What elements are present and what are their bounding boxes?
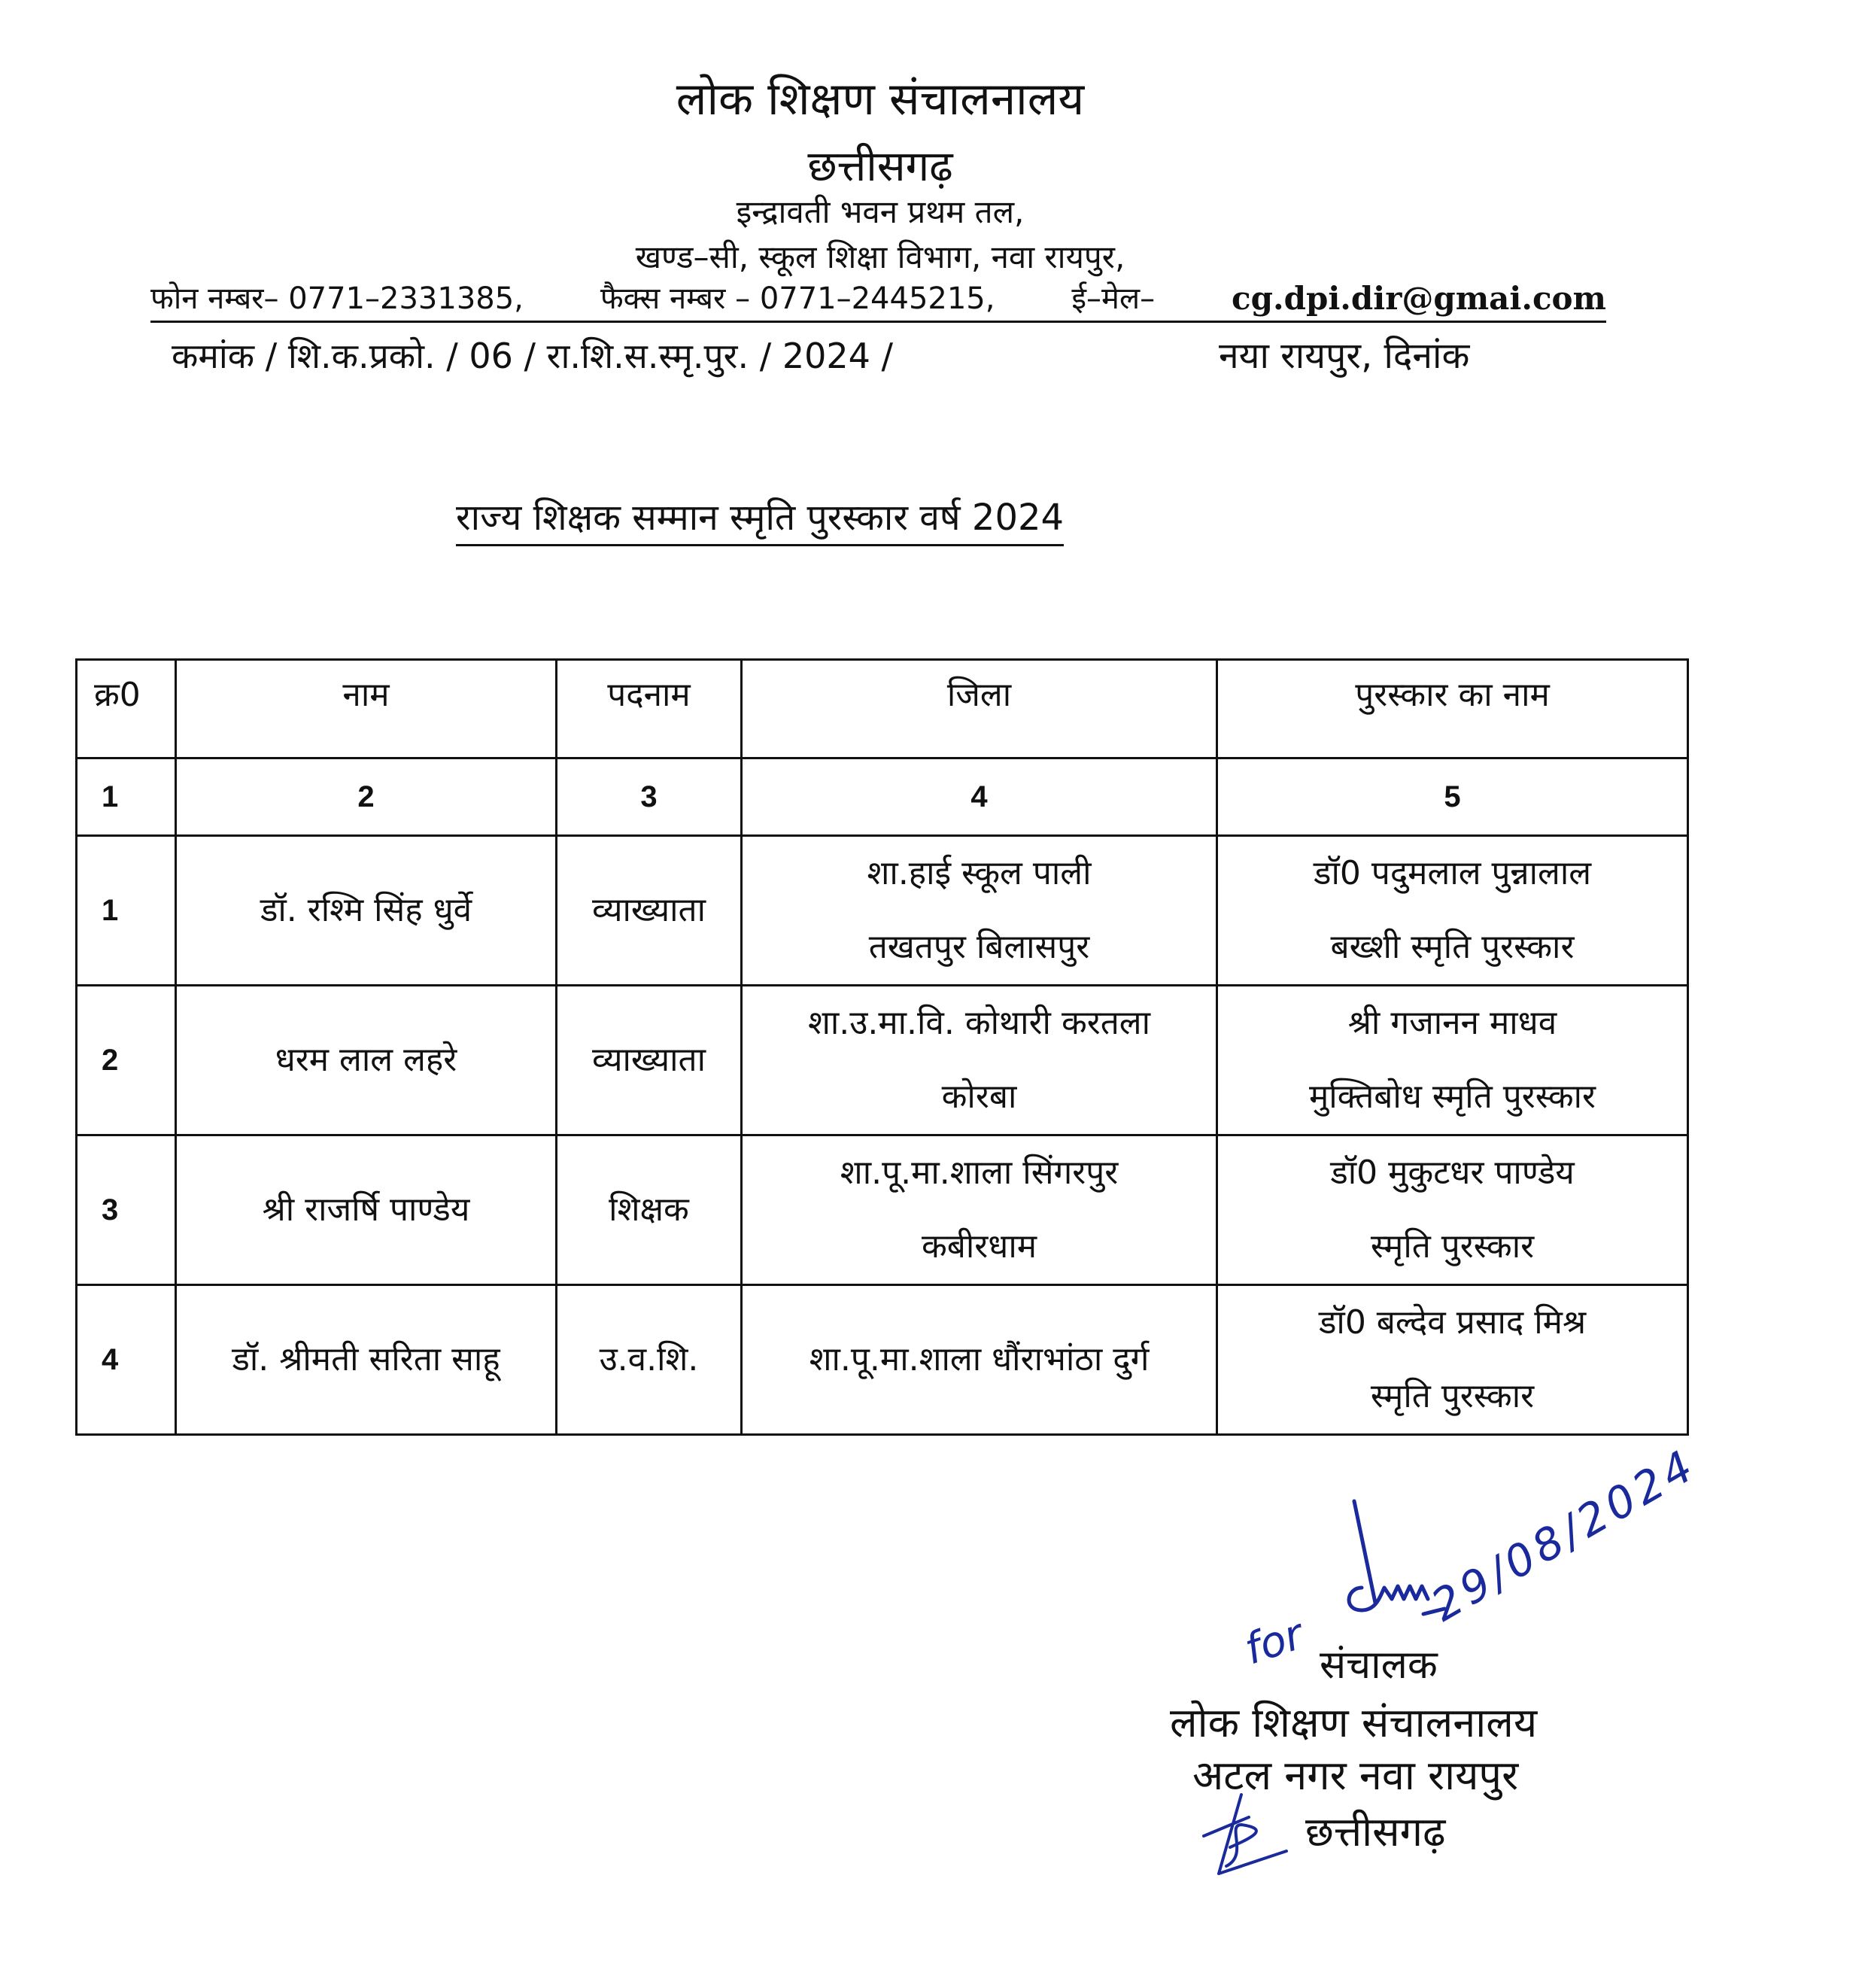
column-number: 4 — [742, 758, 1217, 836]
award-line: श्री गजानन माधव — [1347, 1004, 1557, 1042]
signatory-designation: संचालक — [1320, 1643, 1438, 1688]
address-line-1: इन्द्रावती भवन प्रथम तल, — [736, 193, 1025, 230]
award-line: डॉ0 पदुमलाल पुन्नालाल — [1313, 854, 1592, 892]
district — [742, 986, 1217, 1135]
district-line: कबीरधाम — [921, 1227, 1037, 1266]
fax-number: फैक्स नम्बर – 0771–2445215, — [600, 281, 995, 316]
district — [742, 1135, 1217, 1285]
place-date: नया रायपुर, दिनांक — [1219, 335, 1470, 377]
serial-number: 3 — [77, 1135, 176, 1285]
table-row — [77, 986, 1688, 1135]
office-name: लोक शिक्षण संचालनालय — [676, 73, 1085, 126]
award-name — [1217, 836, 1688, 986]
column-number: 1 — [77, 758, 176, 836]
designation: शिक्षक — [557, 1135, 742, 1285]
award-line: बख्शी स्मृति पुरस्कार — [1330, 928, 1575, 966]
awardee-name: धरम लाल लहरे — [176, 986, 557, 1135]
award-line: डॉ0 मुकुटधर पाण्डेय — [1330, 1154, 1575, 1192]
state-name: छत्तीसगढ़ — [807, 142, 953, 191]
awardee-name: डॉ. श्रीमती सरिता साहू — [176, 1285, 557, 1435]
district — [742, 1285, 1217, 1435]
designation: उ.व.शि. — [557, 1285, 742, 1435]
reference-number: कमांक / शि.क.प्रको. / 06 / रा.शि.स.स्मृ.पुर. / 2024 / — [172, 336, 894, 376]
designation: व्याख्याता — [557, 986, 742, 1135]
phone-number: फोन नम्बर– 0771–2331385, — [150, 281, 524, 316]
district-line: शा.पू.मा.शाला धौंराभांठा दुर्ग — [809, 1340, 1150, 1379]
district-line: तखतपुर बिलासपुर — [868, 928, 1090, 966]
table-row — [77, 1135, 1688, 1285]
award-name — [1217, 1285, 1688, 1435]
awards-table — [75, 658, 1689, 1436]
signatory-city: अटल नगर नवा रायपुर — [1192, 1752, 1519, 1799]
serial-number: 4 — [77, 1285, 176, 1435]
header-serial: क्र0 — [77, 660, 176, 758]
header-award: पुरस्कार का नाम — [1217, 660, 1688, 758]
email-label: ई–मेल– — [1071, 281, 1156, 316]
for-note: for — [1238, 1610, 1310, 1675]
award-line: स्मृति पुरस्कार — [1370, 1227, 1535, 1266]
column-number-row — [77, 758, 1688, 836]
designation: व्याख्याता — [557, 836, 742, 986]
awardee-name: श्री राजर्षि पाण्डेय — [176, 1135, 557, 1285]
email-address[interactable]: cg.dpi.dir@gmai.com — [1232, 280, 1606, 317]
award-line: स्मृति पुरस्कार — [1370, 1377, 1535, 1415]
header-designation: पदनाम — [557, 660, 742, 758]
initials-mark — [1196, 1791, 1302, 1881]
district-line: शा.पू.मा.शाला सिंगरपुर — [840, 1154, 1119, 1192]
award-name — [1217, 1135, 1688, 1285]
table-row — [77, 836, 1688, 986]
address-line-2: खण्ड–सी, स्कूल शिक्षा विभाग, नवा रायपुर, — [635, 239, 1125, 275]
district-line: शा.हाई स्कूल पाली — [867, 854, 1092, 892]
column-number: 3 — [557, 758, 742, 836]
awardee-name: डॉ. रश्मि सिंह धुर्वे — [176, 836, 557, 986]
district-line: शा.उ.मा.वि. कोथारी करतला — [807, 1004, 1151, 1042]
award-line: मुक्तिबोध स्मृति पुरस्कार — [1308, 1078, 1596, 1116]
document-title: राज्य शिक्षक सम्मान स्मृति पुरस्कार वर्ष 2024 — [456, 493, 1064, 546]
header-name: नाम — [176, 660, 557, 758]
table-header-row — [77, 660, 1688, 758]
column-number: 5 — [1217, 758, 1688, 836]
column-number: 2 — [176, 758, 557, 836]
handwritten-date: 29/08/2024 — [1423, 1438, 1706, 1631]
serial-number: 2 — [77, 986, 176, 1135]
serial-number: 1 — [77, 836, 176, 986]
award-name — [1217, 986, 1688, 1135]
header-district: जिला — [742, 660, 1217, 758]
contact-line — [150, 277, 1606, 323]
table-row — [77, 1285, 1688, 1435]
district-line: कोरबा — [941, 1078, 1017, 1116]
award-line: डॉ0 बल्देव प्रसाद मिश्र — [1318, 1303, 1587, 1342]
signatory-state: छत्तीसगढ़ — [1305, 1808, 1446, 1856]
signatory-office: लोक शिक्षण संचालनालय — [1170, 1699, 1538, 1746]
district — [742, 836, 1217, 986]
